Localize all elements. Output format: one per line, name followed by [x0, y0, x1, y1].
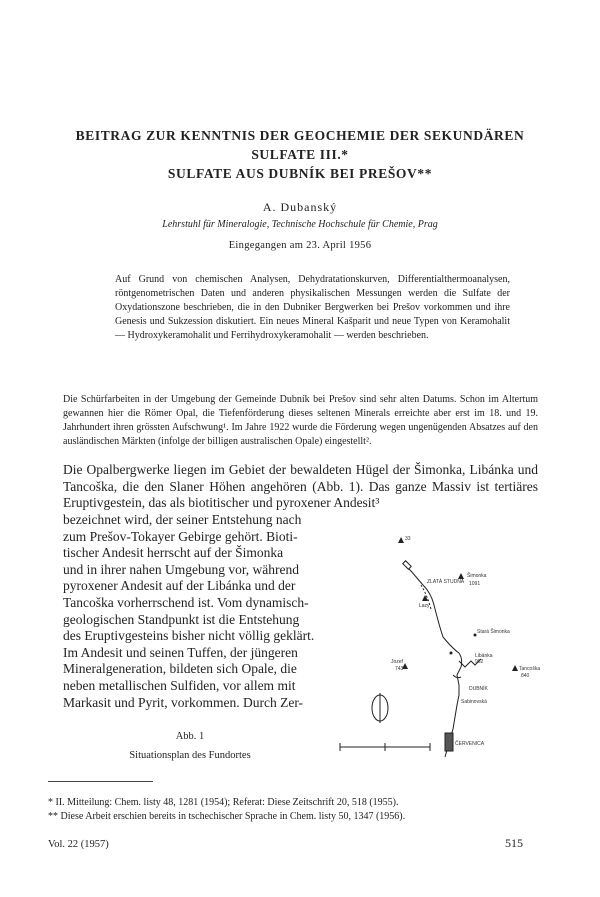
body-paragraph-full: Die Opalbergwerke liegen im Gebiet der bewaldeten Hügel der Šimonka, Libánka und Tancoška, die den Slaner Höhen angehören (Abb. 1). Das ganze Massiv ist tertiäres Eruptivgestein, das als biotitischer und pyroxener Andesit³: [63, 462, 538, 511]
map-label-tancoska: Tancoška: [519, 666, 541, 672]
body-line: geologischen Standpunkt ist die Entstehung: [63, 611, 300, 627]
map-label-simonka-elev: 1091: [469, 581, 481, 587]
footnote-2: ** Diese Arbeit erschien bereits in tschechischer Sprache in Chem. listy 50, 1347 (1956).: [48, 811, 406, 822]
author-name: A. Dubanský: [262, 200, 338, 214]
map-label-elev2: 743: [395, 666, 404, 672]
map-road-path: [423, 585, 462, 757]
footnote-1: * II. Mitteilung: Chem. listy 48, 1281 (1954); Referat: Diese Zeitschrift 20, 518 (1955).: [48, 797, 399, 808]
map-label-libanka: Libánka: [475, 653, 493, 659]
map-label-sabinovska: Sabinovská: [461, 699, 487, 705]
map-village-block: [445, 733, 453, 751]
map-label-stara-simonka: Stará Šimonka: [477, 629, 510, 635]
body-paragraph-column: [63, 512, 328, 711]
body-line: Mineralgeneration, bildeten sich Opale, die: [63, 661, 297, 677]
body-line: pyroxener Andesit auf der Libánka und der: [63, 578, 296, 594]
body-line: zum Prešov-Tokayer Gebirge gehört. Bioti-: [63, 528, 298, 544]
map-label-tancoska-elev: 840: [521, 673, 530, 679]
paper-title-line2: SULFATE III.*: [251, 147, 349, 162]
figure-label: Abb. 1: [175, 731, 205, 742]
received-date: Eingegangen am 23. April 1956: [228, 240, 372, 251]
map-label-simonka: Šimonka: [467, 573, 487, 579]
figure-caption-text: Situationsplan des Fundortes: [129, 750, 251, 761]
paper-title-line1: BEITRAG ZUR KENNTNIS DER GEOCHEMIE DER SEKUNDÄREN: [75, 128, 525, 143]
map-label-33: 33: [405, 536, 411, 542]
figure-caption: [80, 727, 300, 765]
body-line: des Eruptivgesteins bisher nicht völlig geklärt.: [63, 628, 315, 644]
point-marker-icon: [450, 652, 453, 655]
triangle-marker-icon: [422, 595, 428, 601]
map-building: [403, 561, 411, 569]
triangle-marker-icon: [398, 537, 404, 543]
journal-volume: Vol. 22 (1957): [48, 839, 109, 850]
body-line: tischer Andesit herrscht auf der Šimonka: [63, 545, 284, 561]
body-line: und in ihrer nahen Umgebung vor, während: [63, 561, 300, 577]
site-map-figure: [335, 525, 550, 780]
map-label-libanka-elev: 962: [475, 659, 484, 665]
author-affiliation: Lehrstuhl für Mineralogie, Technische Hochschule für Chemie, Prag: [162, 219, 438, 230]
paper-title-line3: SULFATE AUS DUBNÍK BEI PREŠOV**: [167, 166, 433, 181]
body-line: neben metallischen Sulfiden, vor allem mit: [63, 677, 296, 693]
map-label-jozef: Jozef: [391, 659, 403, 665]
map-label-dubnik: DUBNÍK: [469, 686, 488, 692]
body-line: Markasit und Pyrit, vorkommen. Durch Zer-: [63, 694, 304, 710]
map-label-zlata-studna: ZLATÁ STUDŇA: [427, 579, 465, 585]
intro-paragraph: Die Schürfarbeiten in der Umgebung der Gemeinde Dubník bei Prešov sind sehr alten Datums. Schon im Altertum gewannen hier die Römer Opal, die Tiefenförderung dieses seltenen Minerals erreichte aber erst im 18. und 19. Jahrhundert ihren grössten Aufschwung¹. Im Jahre 1922 wurde die Förderung wegen ungenügenden Absatzes auf den ausländischen Märkten (infolge der billigen australischen Opale) eingestellt².: [63, 394, 538, 447]
map-label-cervenica: ČERVENICA: [455, 741, 485, 747]
body-line: Tancoška vorherrschend ist. Vom dynamisch-: [63, 594, 309, 610]
body-line: bezeichnet wird, der seiner Entstehung nach: [63, 512, 302, 527]
page-number: 515: [505, 836, 523, 850]
footnote-divider: [48, 781, 153, 782]
map-label-lazy: Lazy: [419, 603, 430, 609]
abstract: Auf Grund von chemischen Analysen, Dehydratationskurven, Differentialthermoanalysen, röntgenometrischen Daten und anderen physikalischen Messungen werden die Sulfate der Oxydationszone beschrieben, die in den Dubniker Bergwerken bei Prešov vorkommen und ihre Genesis und Sukzession diskutiert. Ein neues Mineral Kašparit und neue Typen von Keramohalit — Hydroxykeramohalit und Ferrihydroxykeramohalit — werden beschrieben.: [115, 274, 510, 341]
triangle-marker-icon: [512, 665, 518, 671]
body-line: Im Andesit und seinen Tuffen, der jüngeren: [63, 644, 298, 660]
